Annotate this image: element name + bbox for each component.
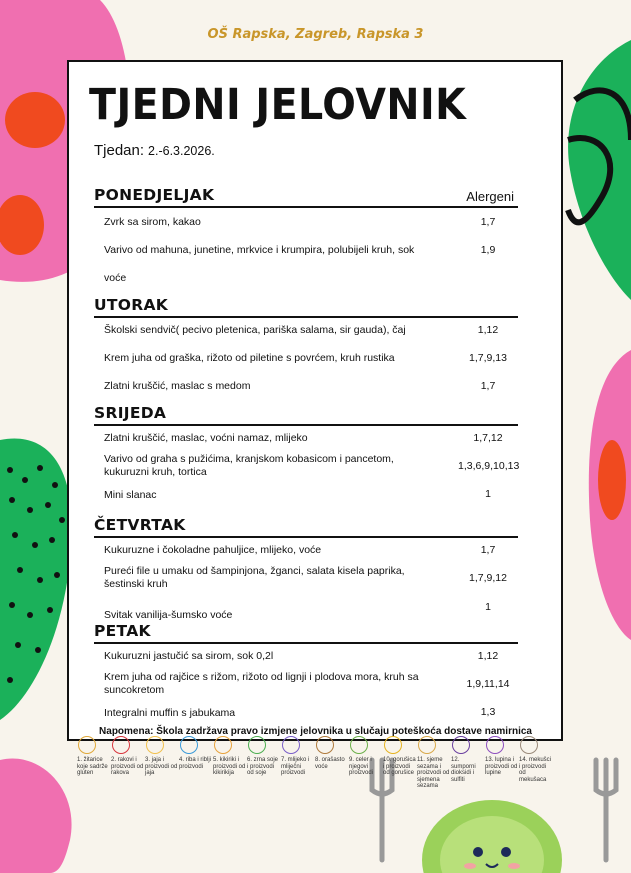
- allergen-legend-label: 4. riba i riblji proizvodi: [179, 757, 212, 770]
- allergen-legend-item: [417, 736, 451, 790]
- day-name: ČETVRTAK: [94, 516, 186, 534]
- day-header: [94, 404, 518, 426]
- day-section-tuesday: [94, 296, 518, 392]
- menu-item: Kukuruzni jastučić sa sirom, sok 0,2l: [104, 650, 274, 662]
- allergen-legend-item: [519, 736, 553, 783]
- allergen-legend-item: [145, 736, 179, 777]
- mollusc-icon: [520, 736, 538, 754]
- menu-item-allergens: 1,9,11,14: [466, 678, 510, 690]
- menu-item: Integralni muffin s jabukama: [104, 707, 236, 719]
- week-label: Tjedan:: [94, 142, 145, 159]
- day-header: [94, 186, 518, 208]
- menu-item-allergens: 1,3,6,9,10,13: [458, 460, 520, 472]
- menu-item-allergens: 1,7,9,13: [469, 352, 507, 364]
- menu-item-allergens: 1: [485, 488, 491, 500]
- allergen-legend-label: 10. gorušica i proizvodi od gorušice: [383, 757, 416, 776]
- menu-item-allergens: 1,3: [480, 706, 496, 718]
- school-name: OŠ Rapska, Zagreb, Rapska 3: [207, 27, 424, 42]
- mustard-icon: [384, 736, 402, 754]
- day-header: [94, 296, 518, 318]
- allergen-legend-item: [179, 736, 213, 770]
- day-name: PONEDJELJAK: [94, 186, 215, 204]
- menu-item: Mini slanac: [104, 489, 157, 501]
- menu-item: Krem juha od graška, rižoto od piletine s povrćem, kruh rustika: [104, 352, 395, 364]
- menu-item: Školski sendvič( pecivo pletenica, pariška salama, sir gauda), čaj: [104, 324, 406, 336]
- menu-item: Krem juha od rajčice s rižom, rižoto od lignji i plodova mora, kruh sa suncokretom: [104, 671, 419, 696]
- allergen-legend-item: [111, 736, 145, 777]
- menu-card: [67, 60, 563, 741]
- fish-icon: [180, 736, 198, 754]
- day-name: UTORAK: [94, 296, 169, 314]
- day-section-monday: [94, 186, 518, 284]
- menu-item-allergens: 1,7,9,12: [469, 572, 507, 584]
- menu-item: Varivo od graha s pužićima, kranjskom kobasicom i pancetom, kukuruzni kruh, tortica: [104, 453, 394, 478]
- allergen-legend-label: 3. jaja i proizvodi od jaja: [145, 757, 178, 776]
- allergen-legend-item: [383, 736, 417, 777]
- menu-item: Varivo od mahuna, junetine, mrkvice i krumpira, polubijeli kruh, sok: [104, 244, 415, 256]
- allergen-legend-item: [349, 736, 383, 777]
- allergens-header: Alergeni: [466, 189, 514, 204]
- allergen-legend-label: 5. kikiriki i proizvodi od kikirikija: [213, 757, 246, 776]
- menu-item-allergens: 1,7: [480, 544, 496, 556]
- day-name: SRIJEDA: [94, 404, 167, 422]
- menu-item: Pureći file u umaku od šampinjona, žganci, salata kisela paprika, šestinski kruh: [104, 565, 405, 590]
- allergen-legend-label: 7. mlijeko i mliječni proizvodi: [281, 757, 310, 776]
- egg-icon: [146, 736, 164, 754]
- allergen-legend-item: [77, 736, 111, 777]
- sulfite-icon: [452, 736, 470, 754]
- nut-icon: [316, 736, 334, 754]
- peanut-icon: [214, 736, 232, 754]
- menu-item: Svitak vanilija-šumsko voće: [104, 609, 233, 621]
- day-section-thursday: [94, 516, 518, 621]
- menu-item-allergens: 1,9: [480, 244, 496, 256]
- menu-note: Napomena: Škola zadržava pravo izmjene jelovnika u slučaju poteškoća dostave namirnica: [99, 726, 532, 737]
- allergen-legend-item: [247, 736, 281, 777]
- allergen-legend-item: [213, 736, 247, 777]
- day-name: PETAK: [94, 622, 151, 640]
- day-header: [94, 516, 518, 538]
- celery-icon: [350, 736, 368, 754]
- week-line: [94, 142, 215, 159]
- allergen-legend-item: [451, 736, 485, 783]
- menu-item-allergens: 1,12: [477, 324, 499, 336]
- menu-item-allergens: 1: [485, 601, 491, 613]
- menu-item-allergens: 1,12: [477, 650, 499, 662]
- allergen-legend-label: 14. mekušci i proizvodi od mekušaca: [519, 757, 552, 783]
- wheat-icon: [78, 736, 96, 754]
- week-value: 2.-6.3.2026.: [148, 144, 215, 158]
- day-section-wednesday: [94, 404, 520, 501]
- soy-icon: [248, 736, 266, 754]
- menu-item: Kukuruzne i čokoladne pahuljice, mlijeko, voće: [104, 544, 322, 556]
- sesame-icon: [418, 736, 436, 754]
- menu-item-allergens: 1,7: [480, 380, 496, 392]
- day-section-friday: [94, 622, 518, 719]
- allergen-legend-label: 8. orašasto voće: [315, 757, 345, 770]
- menu-item: Zvrk sa sirom, kakao: [104, 216, 201, 228]
- crab-icon: [112, 736, 130, 754]
- allergen-legend-label: 11. sjeme sezama i proizvodi od sjemena sezama: [417, 757, 450, 789]
- allergen-legend-item: [281, 736, 315, 777]
- milk-icon: [282, 736, 300, 754]
- day-header: [94, 622, 518, 644]
- menu-item: Zlatni kruščić, maslac, voćni namaz, mlijeko: [104, 432, 308, 444]
- lupin-icon: [486, 736, 504, 754]
- menu-item: Zlatni kruščić, maslac s medom: [104, 380, 251, 392]
- allergen-legend-label: 6. zrna soje i proizvodi od soje: [247, 757, 279, 776]
- allergen-legend-label: 9. celer i njegovi proizvodi: [349, 757, 374, 776]
- allergen-legend-item: [315, 736, 349, 770]
- menu-item-allergens: 1,7: [480, 216, 496, 228]
- allergen-legend-label: 2. rakovi i proizvodi od rakova: [111, 757, 144, 776]
- allergen-legend-label: 12. sumporni dioksidi i sulfiti: [451, 757, 476, 783]
- allergen-legend-label: 1. žitarice koje sadrže gluten: [77, 757, 108, 776]
- allergen-legend-item: [485, 736, 519, 777]
- menu-item-allergens: 1,7,12: [473, 432, 503, 444]
- allergen-legend-label: 13. lupina i proizvodi od lupine: [485, 757, 518, 776]
- page-title: TJEDNI JELOVNIK: [89, 80, 467, 130]
- menu-item: voće: [104, 272, 127, 284]
